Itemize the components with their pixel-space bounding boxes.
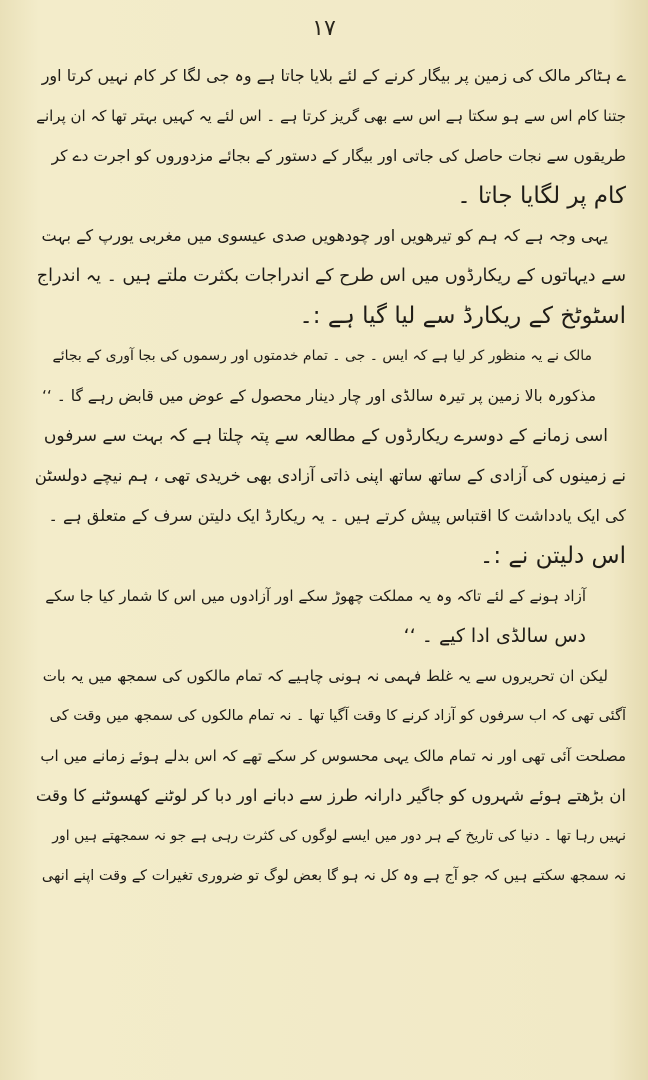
text-line: مصلحت آئی تھی اور نہ تمام مالک یہی محسوس کر سکے تھے کہ اس بدلے ہوئے زمانے میں اب	[40, 747, 626, 765]
page-number: ۱۷	[312, 16, 336, 41]
text-line: اس دلیتن نے :۔	[479, 543, 626, 569]
quote-line: مالک نے یہ منظور کر لیا ہے کہ ایس ۔ جی ۔ تمام خدمتوں اور رسموں کی بجا آوری کے بجائے	[52, 348, 592, 364]
text-line: نہیں رہا تھا ۔ دنیا کی تاریخ کے ہر دور میں ایسے لوگوں کی کثرت رہی ہے جو نہ سمجھتے ہیں اور	[52, 828, 626, 844]
text-line: ے ہٹاکر مالک کی زمین پر بیگار کرنے کے لئے بلایا جاتا ہے وہ جی لگا کر کام نہیں کرتا اور	[41, 66, 626, 85]
text-line: اسی زمانے کے دوسرے ریکارڈوں کے مطالعہ سے پتہ چلتا ہے کہ بہت سے سرفوں	[43, 426, 608, 446]
text-line: سے دیہاتوں کے ریکارڈوں میں اس طرح کے اندراجات بکثرت ملتے ہیں ۔ یہ اندراج	[36, 266, 626, 286]
text-line: طریقوں سے نجات حاصل کی جاتی اور بیگار کے دستور کے بجائے مزدوروں کو اجرت دے کر	[51, 147, 626, 165]
text-line: آگئی تھی کہ اب سرفوں کو آزاد کرنے کا وقت آگیا تھا ۔ نہ تمام مالکوں کی سمجھ میں وقت کی	[49, 708, 626, 724]
text-line: نہ سمجھ سکتے ہیں کہ جو آج ہے وہ کل نہ ہو گا بعض لوگ تو ضروری تغیرات کے وقت اپنے انھی	[41, 868, 626, 884]
quote-line: مذکورہ بالا زمین پر تیرہ سالڈی اور چار دینار محصول کے عوض میں قابض رہے گا ۔ ‘‘	[41, 387, 596, 405]
text-line: اسٹوٹخ کے ریکارڈ سے لیا گیا ہے :۔	[299, 303, 626, 329]
text-line: لیکن ان تحریروں سے یہ غلط فہمی نہ ہونی چاہیے کہ تمام مالکوں کی سمجھ میں یہ بات	[42, 667, 608, 685]
text-line: جتنا کام اس سے ہو سکتا ہے اس سے بھی گریز کرتا ہے ۔ اس لئے یہ کہیں بہتر تھا کہ ان پرانے	[36, 107, 626, 125]
text-line: کام پر لگایا جاتا ۔	[457, 183, 626, 209]
quote-line: آزاد ہونے کے لئے تاکہ وہ یہ مملکت چھوڑ سکے اور آزادوں میں اس کا شمار کیا جا سکے	[45, 587, 586, 605]
text-line: نے زمینوں کی آزادی کے ساتھ ساتھ اپنی ذاتی آزادی بھی خریدی تھی ، ہم نیچے دولسٹن	[34, 466, 626, 485]
body-text	[34, 62, 626, 890]
text-line: کی ایک یادداشت کا اقتباس پیش کرتے ہیں ۔ یہ ریکارڈ ایک دلیتن سرف کے متعلق ہے ۔	[48, 506, 626, 525]
quote-line: دس سالڈی ادا کیے ۔ ‘‘	[403, 625, 586, 647]
text-line: یہی وجہ ہے کہ ہم کو تیرھویں اور چودھویں صدی عیسوی میں مغربی یورپ کے بہت	[41, 226, 608, 245]
text-line: ان بڑھتے ہوئے شہروں کو جاگیر دارانہ طرز سے دبانے اور دبا کر لوٹنے کھسوٹنے کا وقت	[35, 786, 626, 805]
